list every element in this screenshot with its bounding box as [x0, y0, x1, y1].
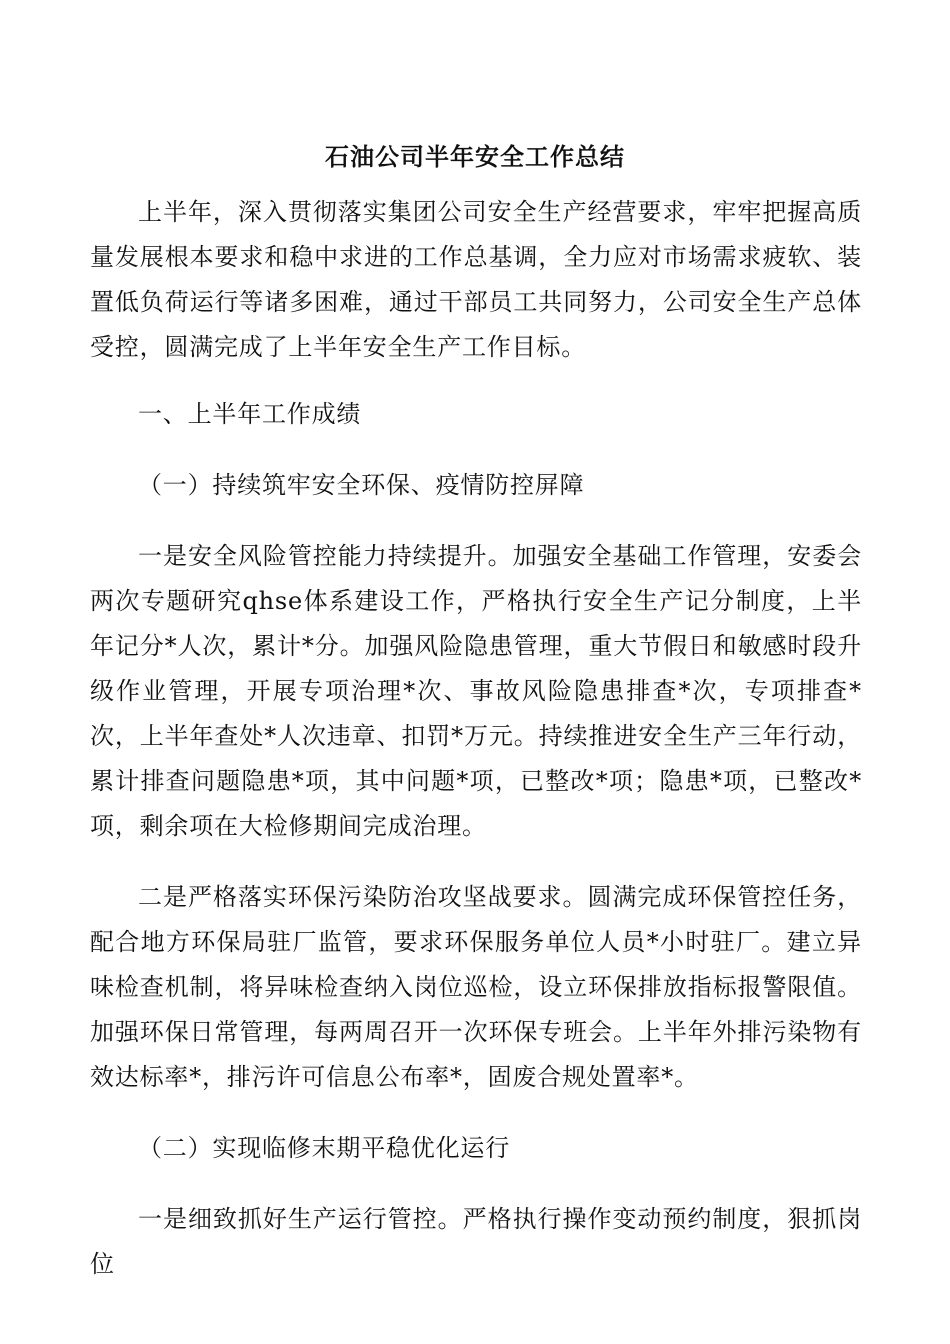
intro-paragraph: 上半年，深入贯彻落实集团公司安全生产经营要求，牢牢把握高质量发展根本要求和稳中求进的工作总基调，全力应对市场需求疲软、装置低负荷运行等诸多困难，通过干部员工共同努力，公司安全生产总体受控，圆满完成了上半年安全生产工作目标。: [90, 198, 862, 361]
section-heading: 一、上半年工作成绩: [138, 400, 362, 428]
body-paragraph: 一是安全风险管控能力持续提升。加强安全基础工作管理，安委会两次专题研究qhse体系建设工作，严格执行安全生产记分制度，上半年记分*人次，累计*分。加强风险隐患管理，重大节假日和敏感时段升级作业管理，开展专项治理*次、事故风险隐患排查*次，专项排查*次，上半年查处*人次违章、扣罚*万元。持续推进安全生产三年行动，累计排查问题隐患*项，其中问题*项，已整改*项；隐患*项，已整改*项，剩余项在大检修期间完成治理。: [90, 542, 862, 840]
document-title: 石油公司半年安全工作总结: [325, 143, 625, 171]
body-paragraph: 二是严格落实环保污染防治攻坚战要求。圆满完成环保管控任务，配合地方环保局驻厂监管，要求环保服务单位人员*小时驻厂。建立异味检查机制，将异味检查纳入岗位巡检，设立环保排放指标报警限值。加强环保日常管理，每两周召开一次环保专班会。上半年外排污染物有效达标率*，排污许可信息公布率*，固废合规处置率*。: [90, 883, 862, 1091]
subsection-heading: （二）实现临修末期平稳优化运行: [138, 1134, 510, 1162]
body-paragraph: 一是细致抓好生产运行管控。严格执行操作变动预约制度，狠抓岗位: [90, 1205, 862, 1278]
subsection-heading: （一）持续筑牢安全环保、疫情防控屏障: [138, 471, 585, 499]
document-body: [90, 190, 862, 1287]
